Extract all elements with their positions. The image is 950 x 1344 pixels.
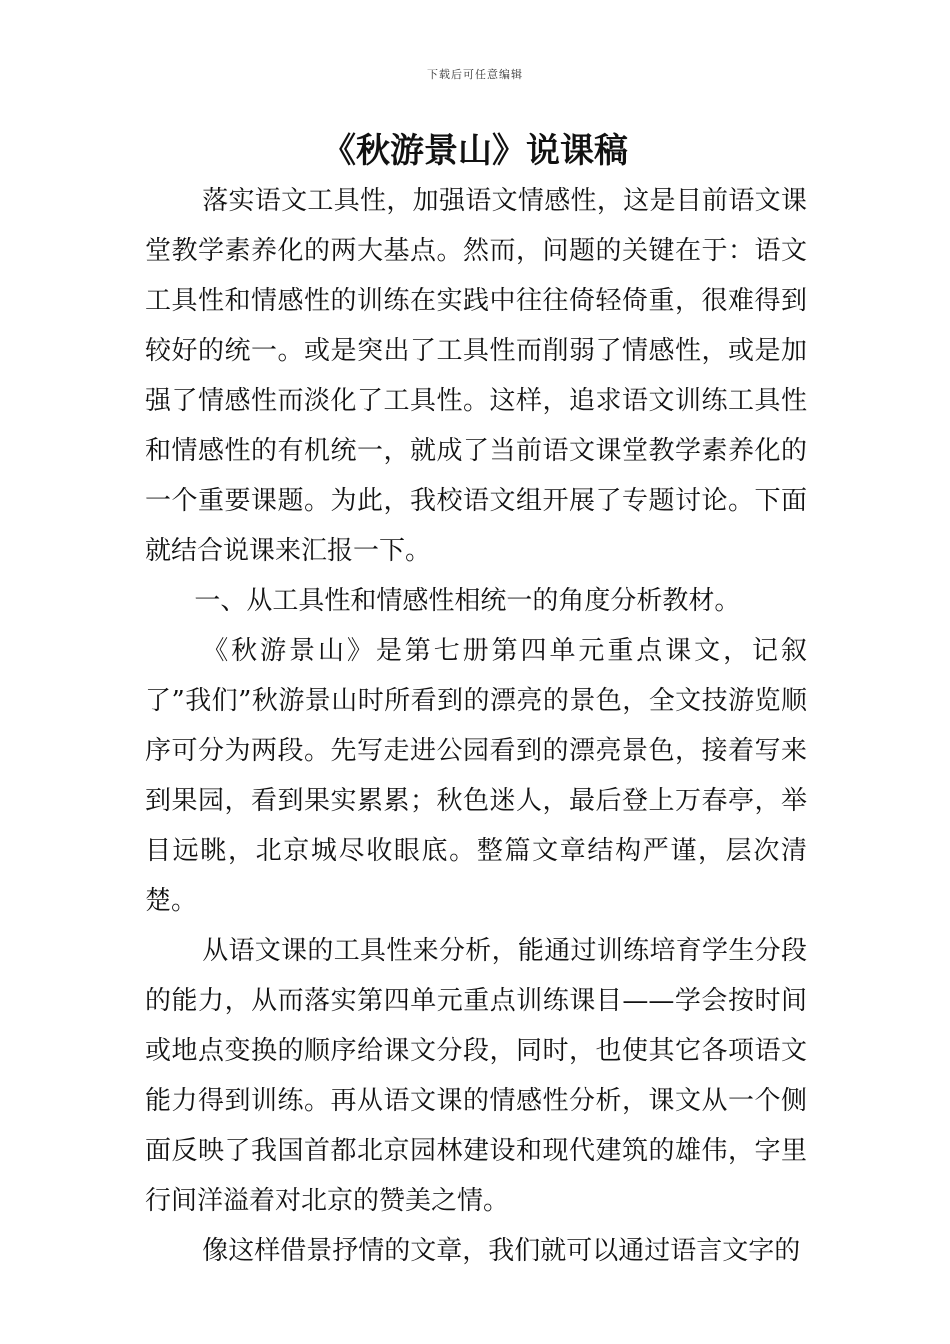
paragraph-tool-analysis: 从语文课的工具性来分析，能通过训练培育学生分段的能力，从而落实第四单元重点训练课目——学会按时间或地点变换的顺序给课文分段，同时，也使其它各项语文能力得到训练。再从语文课的情感性分析，课文从一个侧面反映了我国首都北京园林建设和现代建筑的雄伟，字里行间洋溢着对北京的赞美之情。 (145, 936, 807, 1216)
document-body (145, 176, 807, 1276)
section-heading: 一、从工具性和情感性相统一的角度分析教材。 (194, 586, 741, 616)
document-title: 《秋游景山》说课稿 (322, 131, 628, 171)
header-note: 下载后可任意编辑 (427, 68, 523, 81)
paragraph-intro: 落实语文工具性，加强语文情感性，这是目前语文课堂教学素养化的两大基点。然而，问题的关键在于：语文工具性和情感性的训练在实践中往往倚轻倚重，很难得到较好的统一。或是突出了工具性而削弱了情感性，或是加强了情感性而淡化了工具性。这样，追求语文训练工具性和情感性的有机统一，就成了当前语文课堂教学素养化的一个重要课题。为此，我校语文组开展了专题讨论。下面就结合说课来汇报一下。 (145, 186, 807, 566)
paragraph-continuation: 像这样借景抒情的文章，我们就可以通过语言文字的 (202, 1236, 801, 1266)
paragraph-text-analysis: 《秋游景山》是第七册第四单元重点课文，记叙了”我们”秋游景山时所看到的漂亮的景色，全文技游览顺序可分为两段。先写走进公园看到的漂亮景色，接着写来到果园，看到果实累累；秋色迷人，最后登上万春亭，举目远眺，北京城尽收眼底。整篇文章结构严谨，层次清楚。 (145, 636, 807, 916)
